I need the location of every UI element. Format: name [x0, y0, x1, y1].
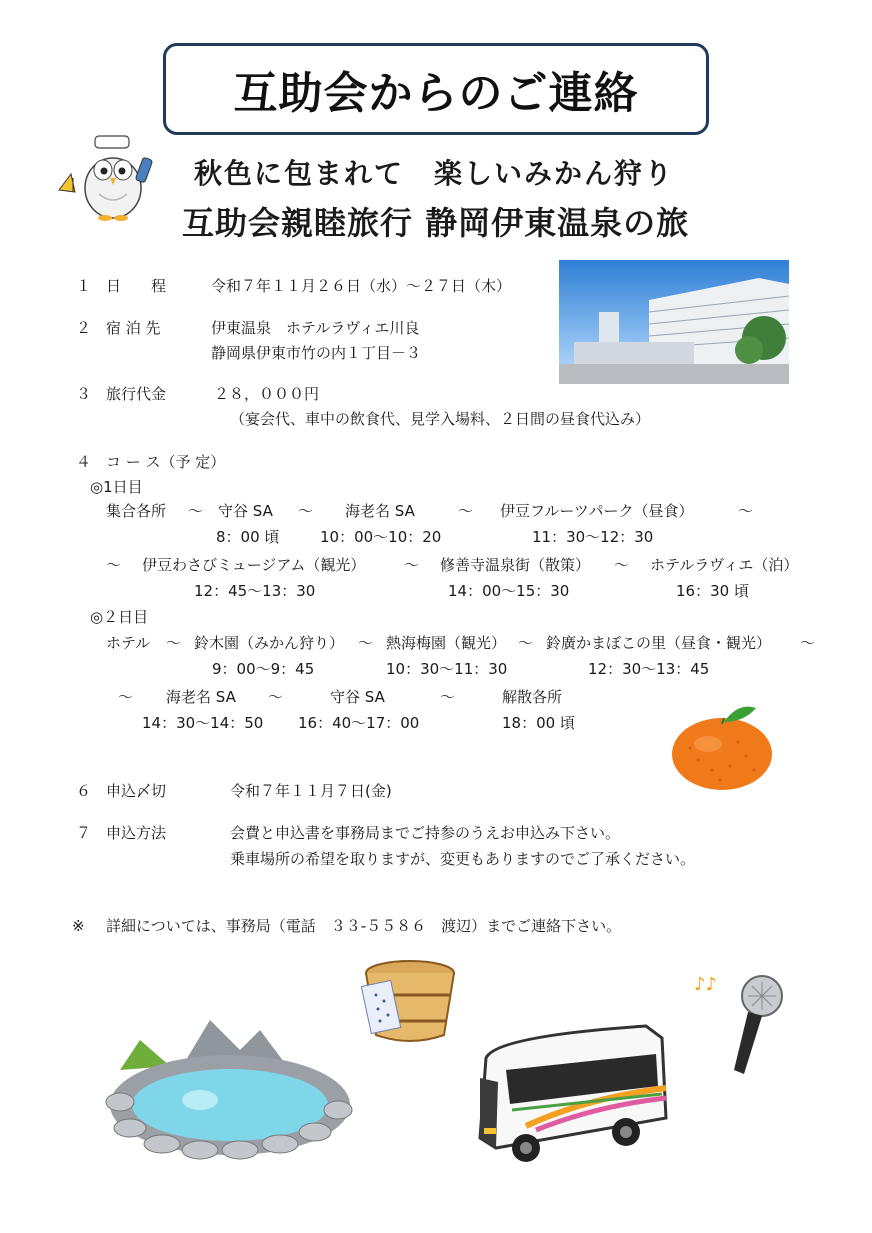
svg-text:♪♪: ♪♪: [694, 974, 717, 995]
day2-stop: ホテル: [106, 634, 151, 652]
day1-stop: 伊豆フルーツパーク（昼食）: [500, 502, 694, 520]
method-label: 申込方法: [106, 824, 167, 842]
day1-time: 10：00～10：20: [320, 528, 442, 546]
schedule-label: 日 程: [106, 277, 167, 295]
microphone-icon: [690, 962, 790, 1082]
deadline-number: ６: [76, 782, 92, 800]
fee-value: ２８，０００円: [214, 385, 320, 403]
contact-note: 詳細については、事務局（電話 ３３-５５８６ 渡辺）までご連絡下さい。: [106, 917, 622, 935]
day2-arrow: ～: [118, 688, 134, 706]
fee-number: ３: [76, 385, 92, 403]
day2-arrow: ～: [358, 634, 374, 652]
course-label: コ ー ス（予 定）: [106, 453, 226, 471]
day1-stop: 集合各所: [106, 502, 167, 520]
day2-arrow: ～: [518, 634, 534, 652]
note-mark: ※: [72, 917, 85, 935]
day1-stop: 海老名 SA: [345, 502, 415, 520]
day2-stop: 鈴木園（みかん狩り）: [194, 634, 345, 652]
hot-spring-icon: [100, 1010, 360, 1160]
day1-stop: ホテルラヴィエ（泊）: [650, 556, 799, 574]
page-title: 互助会からのご連絡: [163, 43, 709, 135]
day2-heading: ◎２日目: [90, 608, 149, 626]
day2-arrow: ～: [440, 688, 456, 706]
hotel-address: 静岡県伊東市竹の内１丁目－３: [211, 344, 422, 362]
method-line2: 乗車場所の希望を取りますが、変更もありますのでご了承ください。: [230, 850, 696, 868]
day1-time: 12：45～13：30: [194, 582, 316, 600]
day2-time: 12：30～13：45: [588, 660, 710, 678]
day2-time: 10：30～11：30: [386, 660, 508, 678]
day1-time: 11：30～12：30: [532, 528, 654, 546]
schedule-value: 令和７年１１月２６日（水）～２７日（木）: [211, 277, 512, 295]
method-line1: 会費と申込書を事務局までご持参のうえお申込み下さい。: [230, 824, 621, 842]
day1-time: 8：00 頃: [216, 528, 280, 546]
method-number: ７: [76, 824, 92, 842]
day1-arrow: ～: [298, 502, 314, 520]
fee-note: （宴会代、車中の飲食代、見学入場料、２日間の昼食代込み）: [230, 410, 651, 428]
day1-arrow: ～: [404, 556, 420, 574]
fee-label: 旅行代金: [106, 385, 167, 403]
subtitle-trip-name: 互助会親睦旅行 静岡伊東温泉の旅: [182, 204, 690, 242]
mandarin-orange-icon: [668, 700, 776, 792]
day1-time: 16：30 頃: [676, 582, 749, 600]
day2-arrow: ～: [166, 634, 182, 652]
day2-stop: 熱海梅園（観光）: [386, 634, 507, 652]
hotel-name: 伊東温泉 ホテルラヴィエ川良: [211, 319, 420, 337]
day2-time: 9：00～9：45: [212, 660, 315, 678]
day2-time: 14：30～14：50: [142, 714, 264, 732]
day2-time: 18：00 頃: [502, 714, 575, 732]
deadline-label: 申込〆切: [106, 782, 167, 800]
hotel-number: ２: [76, 319, 92, 337]
day1-arrow: ～: [738, 502, 754, 520]
day1-time: 14：00～15：30: [448, 582, 570, 600]
hotel-photo: [559, 260, 789, 384]
day1-arrow: ～: [458, 502, 474, 520]
subtitle-catchphrase: 秋色に包まれて 楽しいみかん狩り: [194, 157, 675, 190]
day2-stop: 鈴廣かまぼこの里（昼食・観光）: [546, 634, 772, 652]
day1-heading: ◎1日目: [90, 478, 143, 496]
course-number: ４: [76, 453, 92, 471]
day1-arrow: ～: [188, 502, 204, 520]
day2-stop: 守谷 SA: [330, 688, 385, 706]
day1-stop: 修善寺温泉街（散策）: [440, 556, 591, 574]
day2-stop: 海老名 SA: [166, 688, 236, 706]
hotel-label: 宿 泊 先: [106, 319, 161, 337]
schedule-number: １: [76, 277, 92, 295]
owl-mascot-icon: [55, 130, 165, 222]
day2-arrow: ～: [268, 688, 284, 706]
day2-stop: 解散各所: [502, 688, 563, 706]
bus-icon: [466, 1018, 676, 1173]
day2-arrow: ～: [800, 634, 816, 652]
day2-time: 16：40～17：00: [298, 714, 420, 732]
day1-arrow: ～: [614, 556, 630, 574]
deadline-value: 令和７年１１月７日(金): [230, 782, 392, 800]
day1-stop: 伊豆わさびミュージアム（観光）: [142, 556, 366, 574]
day1-stop: 守谷 SA: [218, 502, 273, 520]
day1-arrow: ～: [106, 556, 122, 574]
bath-bucket-icon: [358, 955, 458, 1050]
